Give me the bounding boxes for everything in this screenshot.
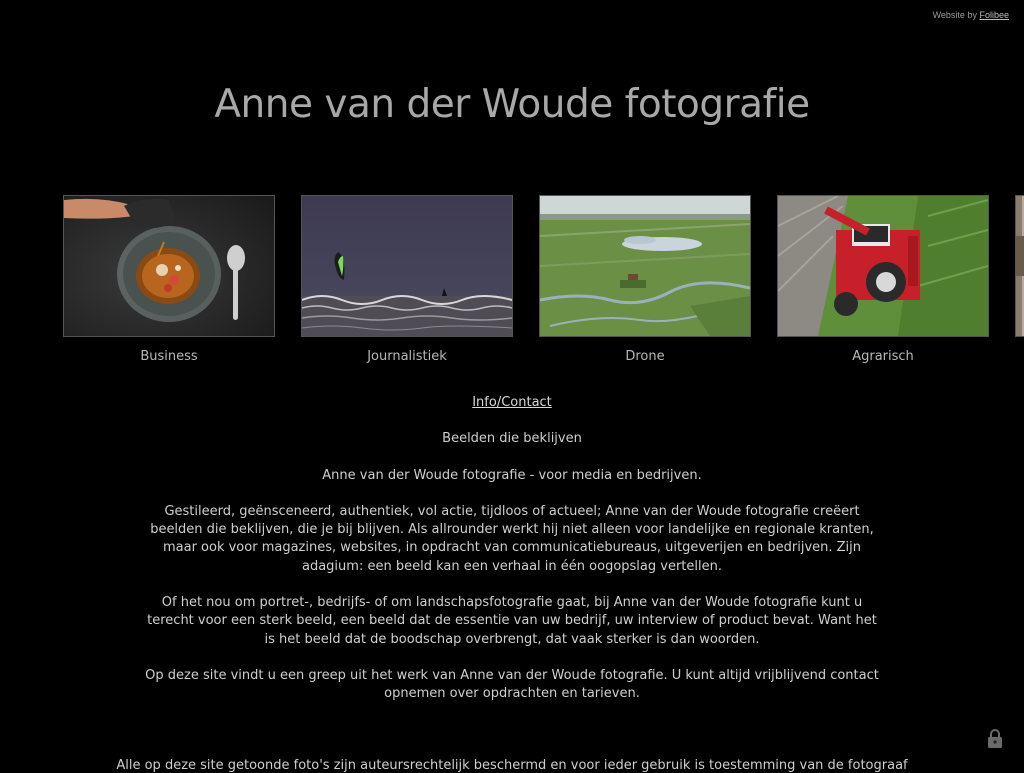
next-photo[interactable] — [1015, 195, 1024, 337]
journalistiek-photo[interactable] — [301, 195, 513, 337]
credit-prefix: Website by — [933, 10, 977, 20]
gallery-track — [63, 195, 1024, 364]
gallery-label[interactable]: Agrarisch — [777, 349, 989, 364]
info-contact-link[interactable]: Info/Contact — [472, 394, 552, 412]
business-photo[interactable] — [63, 195, 275, 337]
gallery-carousel[interactable] — [63, 195, 1024, 375]
gallery-label[interactable]: Business — [63, 349, 275, 364]
copyright-note: Alle op deze site getoonde foto's zijn auteursrechtelijk beschermd en voor ieder gebruik is toestemming van de fotograaf — [0, 758, 1024, 773]
gallery-item-agrarisch[interactable] — [777, 195, 989, 364]
gallery-item-journalistiek[interactable] — [301, 195, 513, 364]
gallery-item-business[interactable] — [63, 195, 275, 364]
services-paragraph: Of het nou om portret-, bedrijfs- of om landschapsfotografie gaat, bij Anne van der Woude fotografie kunt u terecht voor een sterk beeld, een beeld dat de essentie van uw bedrijf, uw interview of product bevat. Want het is het beeld dat de boodschap overbrengt, dat vaak sterker is dan woorden. — [140, 594, 884, 649]
drone-photo[interactable] — [539, 195, 751, 337]
credit-line — [933, 10, 1009, 20]
gallery-label[interactable]: Journalistiek — [301, 349, 513, 364]
gallery-item-next[interactable] — [1015, 195, 1024, 364]
folibee-link[interactable]: Folibee — [979, 10, 1009, 20]
intro-paragraph: Anne van der Woude fotografie - voor media en bedrijven. — [140, 467, 884, 485]
lock-icon[interactable] — [987, 728, 1003, 748]
tagline: Beelden die beklijven — [140, 430, 884, 448]
gallery-item-drone[interactable] — [539, 195, 751, 364]
description-paragraph: Gestileerd, geënsceneerd, authentiek, vol actie, tijdloos of actueel; Anne van der Woude fotografie creëert beelden die beklijven, die je bij blijven. Als allrounder werkt hij niet alleen voor landelijke en regionale kranten, maar ook voor magazines, websites, in opdracht van communicatiebureaus, uitgeverijen en bedrijven. Zijn adagium: een beeld kan een verhaal in één oogopslag vertellen. — [140, 503, 884, 576]
gallery-label[interactable]: Drone — [539, 349, 751, 364]
intro-section — [140, 394, 884, 722]
site-title: Anne van der Woude fotografie — [0, 82, 1024, 127]
agrarisch-photo[interactable] — [777, 195, 989, 337]
contact-paragraph: Op deze site vindt u een greep uit het werk van Anne van der Woude fotografie. U kunt altijd vrijblijvend contact opnemen over opdrachten en tarieven. — [140, 667, 884, 704]
